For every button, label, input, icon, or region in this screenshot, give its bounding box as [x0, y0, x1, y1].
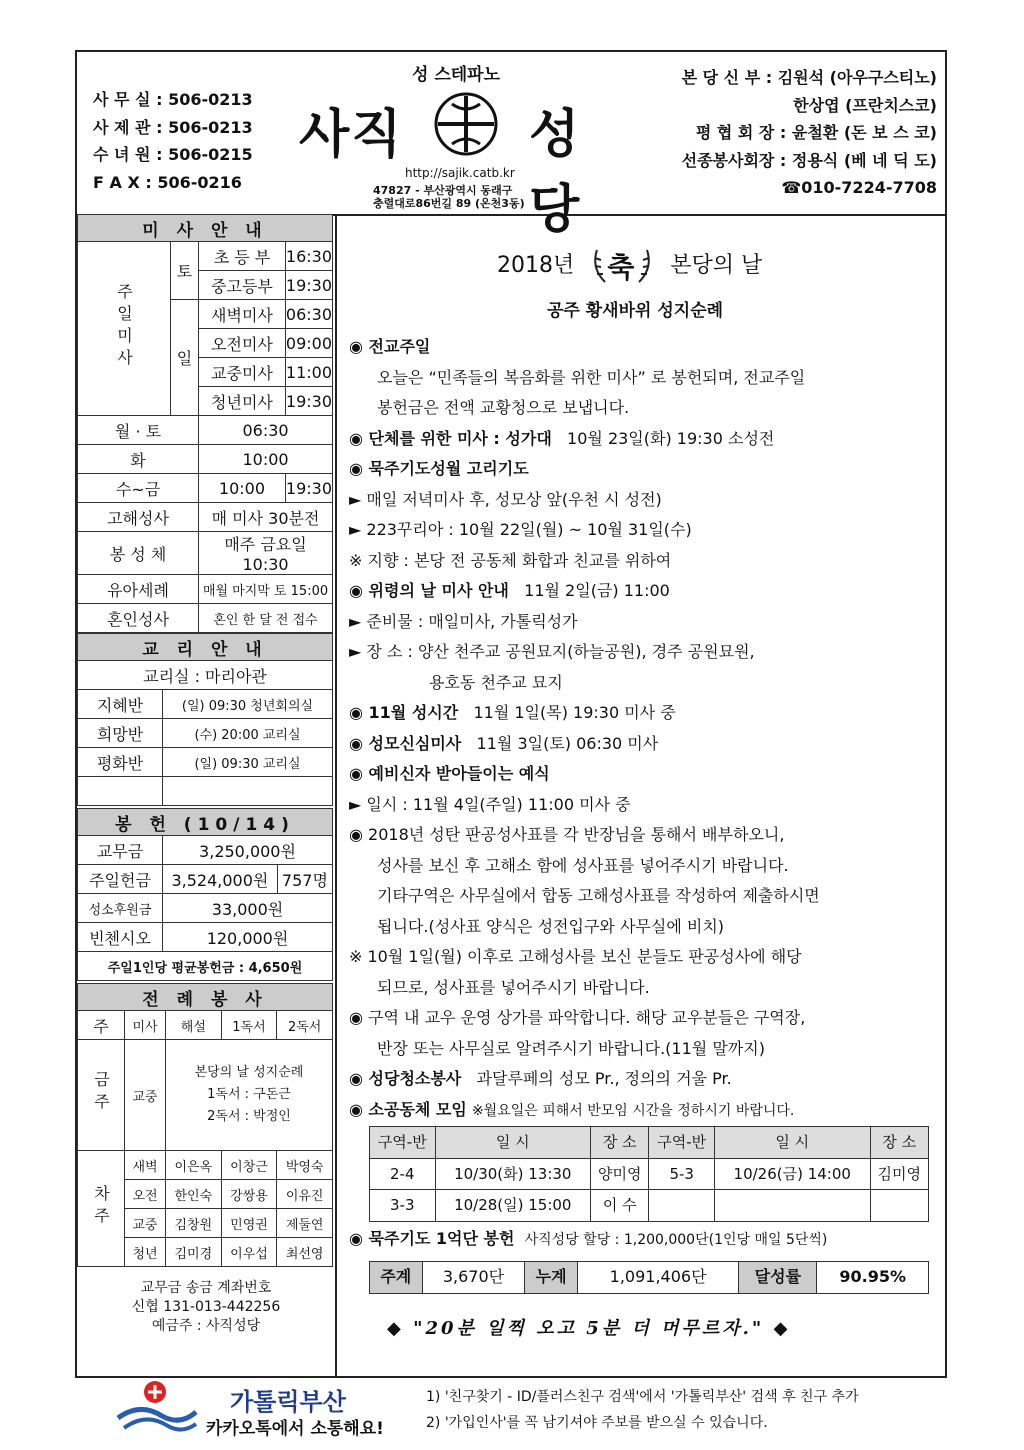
mass-schedule-table: 미 사 안 내 주일미사 토 초 등 부 16:30 중고등부 19:30 일 새벽미사 06:30 오전미사 09:00 교중미사 11:00 청년미사 19:30 월 · 토 06:30 화 10:00 수~금 10:00 19:30 고해성사 매 미사 30분전 봉 성 체 매주 금요일 10:30 유아세례 매월 마지막 토 15:00 혼인성사 혼인 한 달 전 접수 — [77, 214, 333, 633]
offering-table: 봉 헌 (10/14) 교무금 3,250,000원 주일헌금 3,524,000원 757명 성소후원금 33,000원 빈첸시오 120,000원 주일1인당 평균봉헌금 : 4,650원 — [77, 808, 333, 981]
bank-account: 교무금 송금 계좌번호 신협 131-013-442256 예금주 : 사직성당 — [131, 1280, 281, 1334]
office-contacts — [93, 86, 253, 196]
average-offering: 주일1인당 평균봉헌금 : 4,650원 — [78, 952, 333, 981]
church-name: 사직 성당 — [299, 105, 582, 240]
catholic-busan-logo-icon — [110, 1378, 200, 1438]
contact-phone: ☎010-7224-7708 — [781, 178, 937, 197]
feast-subtitle: 공주 황새바위 성지순례 — [547, 301, 724, 321]
rosary-stats-table: 주계 3,670단 누계 1,091,406단 달성률 90.95% — [369, 1261, 929, 1294]
footer-tagline: 카카오톡에서 소통해요! — [206, 1419, 384, 1439]
saturday-label: 토 — [171, 242, 199, 300]
footer-brand: 가톨릭부산 — [230, 1388, 346, 1416]
patron-saint: 성 스테파노 — [412, 65, 501, 85]
catechism-room: 교리실 : 마리아관 — [78, 661, 333, 690]
liturgy-heading: 전 례 봉 사 — [78, 984, 333, 1011]
fax-number: F A X : 506-0216 — [93, 172, 242, 192]
next-week-label: 차주 — [91, 1184, 111, 1229]
footer-instructions: 1) '친구찾기 - ID/플러스친구 검색'에서 '가톨릭부산' 검색 후 친구 추가 2) '가입인사'를 꼭 남기셔야 주보를 받으실 수 있습니다. — [426, 1389, 859, 1431]
small-community-table: 구역-반 일 시 장 소 구역-반 일 시 장 소 2-4 10/30(화) 13:30 양미영 5-3 10/26(금) 14:00 김미영 3-3 10/28(일) 15:00 이 수 — [369, 1126, 929, 1222]
offering-heading: 봉 헌 (10/14) — [78, 809, 333, 836]
laurel-icon: 축 — [587, 244, 657, 288]
staff-list: 본 당 신 부 : 김원석 (아우구스티노) 한상엽 (프란치스코) 평 협 회 장 : 윤철환 (돈 보 스 코) 선종봉사회장 : 정용식 (베 네 딕 도) ☎010-7224-7708 — [665, 64, 937, 202]
this-week-label: 금주 — [91, 1071, 111, 1115]
sunday-mass-label: 주일미사 — [114, 282, 134, 371]
bulletin-page — [75, 50, 947, 1378]
convent-phone: 수 녀 원 : 506-0215 — [93, 145, 253, 164]
website-link[interactable]: http://sajik.catb.kr — [405, 166, 515, 180]
catechism-heading: 교 리 안 내 — [78, 634, 333, 661]
announcement-list: ◉ 전교주일 오늘은 “민족들의 복음화를 위한 미사” 로 봉헌되며, 전교주일 봉헌금은 전액 교황청으로 보냅니다. ◉ 단체를 위한 미사 : 성가대 10월 23일(화) 19:30 소성전 ◉ 묵주기도성월 고리기도 ► 매일 저녁미사 후, 성모상 앞(우천 시 성전) ► 223꾸리아 : 10월 22일(월) ~ 10월 31일(수) ※ 지향 : 본당 전 공동체 화합과 친교를 위하여 ◉ 위령의 날 미사 안내 11월 2일(금) 11:00 ► 준비물 : 매일미사, 가톨릭성가 ► 장 소 : 양산 천주교 공원묘지(하늘공원), 경주 공원묘원, 용호동 천주교 묘지 ◉ 11월 성시간 11월 1일(목) 19:30 미사 중 ◉ 성모신심미사 11월 3일(토) 06:30 미사 ◉ 예비신자 받아들이는 예식 ► 일시 : 11월 4일(주일) 11:00 미사 중 ◉ 2018년 성탄 판공성사표를 각 반장님을 통해서 배부하오니, 성사를 보신 후 고해소 함에 성사표를 넣어주시기 바랍니다. 기타구역은 사무실에서 합동 고해성사표를 작성하여 제출하시면 됩니다.(성사표 양식은 성전입구와 사무실에 비치) ※ 10월 1일(월) 이후로 고해성사를 보신 분들도 판공성사에 해당 되므로, 성사표를 넣어주시기 바랍니다. ◉ 구역 내 교우 운영 상가를 파악합니다. 해당 교우분들은 구역장, 반장 또는 사무실로 알려주시기 바랍니다.(11월 말까지) ◉ 성당청소봉사 과달루페의 성모 Pr., 정의의 거울 Pr. ◉ 소공동체 모임 ※월요일은 피해서 반모임 시간을 정하시기 바랍니다. 구역-반 일 시 장 소 구역-반 일 시 장 소 2-4 10/30(화) 13:30 양미영 5-3 10/26(금) 14:00 김미영 3-3 10/28(일) 15:00 이 수 ◉ 묵주기도 1억단 봉헌 사직성당 할당 : 1,200,000단(1인당 매일 5단씩) 주계 3,670단 누계 1,091,406단 달성률 90.95% — [349, 332, 939, 1294]
mass-heading: 미 사 안 내 — [78, 215, 333, 242]
left-column — [77, 214, 337, 1378]
announcements — [337, 214, 945, 1304]
this-week-note: 본당의 날 성지순례 1독서 : 구돈근 2독서 : 박정인 — [166, 1040, 333, 1151]
sunday-label: 일 — [171, 300, 199, 416]
footer — [110, 1378, 970, 1438]
liturgy-table: 전 례 봉 사 주 미사 해설 1독서 2독서 금주 교중 본당의 날 성지순례 1독서 : 구돈근 2독서 : 박정인 차주 새벽 이은옥 이창근 박영숙 오전 한인숙 강쌍용 이유진 교중 김창원 민영권 제둘연 청년 김미경 이우섭 최선영 — [77, 983, 333, 1267]
address: 47827 - 부산광역시 동래구 충렬대로86번길 89 (온천3동) — [373, 184, 525, 210]
catechism-table: 교 리 안 내 교리실 : 마리아관 지혜반 (일) 09:30 청년회의실 희망반 (수) 20:00 교리실 평화반 (일) 09:30 교리실 — [77, 633, 333, 806]
office-phone: 사 무 실 : 506-0213 — [93, 90, 253, 109]
slogan: ◆ "20분 일찍 오고 5분 더 머무르자." ◆ — [387, 1318, 791, 1339]
feast-title: 2018년 축 본당의 날 — [497, 244, 762, 288]
church-cross-logo-icon — [432, 90, 500, 158]
rectory-phone: 사 제 관 : 506-0213 — [93, 117, 253, 137]
